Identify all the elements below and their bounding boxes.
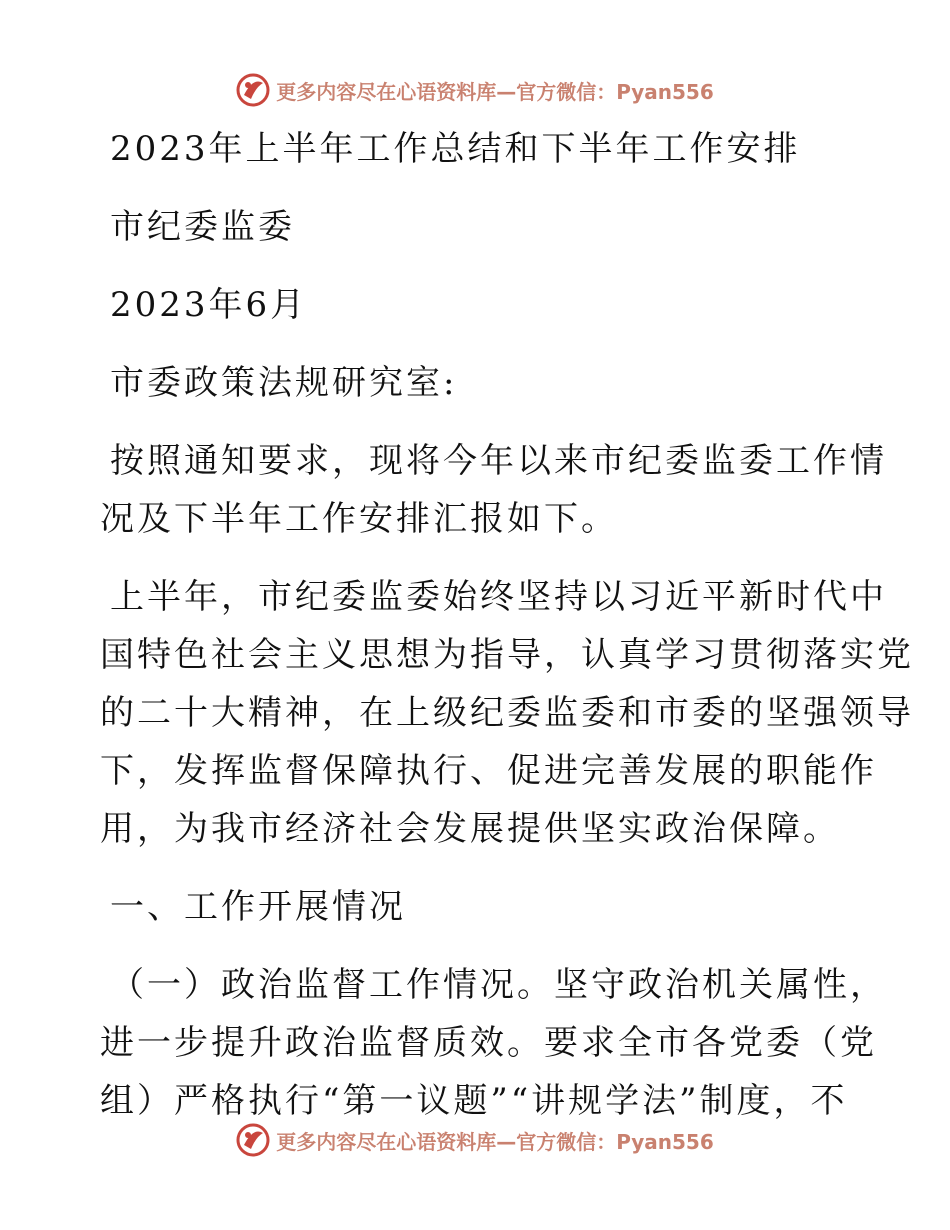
- paragraph-line: 的二十大精神，在上级纪委监委和市委的坚强领导: [100, 693, 914, 733]
- paragraph-line: 组）严格执行“第一议题”“讲规学法”制度，不: [100, 1081, 848, 1121]
- document-author: 市纪委监委: [110, 207, 295, 247]
- document-date: 2023年6月: [110, 285, 308, 325]
- document-title: 2023年上半年工作总结和下半年工作安排: [110, 129, 801, 169]
- intro-line: 按照通知要求，现将今年以来市纪委监委工作情: [110, 441, 887, 481]
- intro-paragraph: [100, 432, 887, 548]
- document-body: [100, 120, 914, 1130]
- watermark-banner-bottom: [0, 1120, 950, 1160]
- logo-icon: [236, 1123, 270, 1157]
- intro-line: 况及下半年工作安排汇报如下。: [100, 499, 618, 539]
- paragraph-line: 进一步提升政治监督质效。要求全市各党委（党: [100, 1023, 877, 1063]
- paragraph-line: 上半年，市纪委监委始终坚持以习近平新时代中: [110, 577, 887, 617]
- paragraph-2: [100, 956, 887, 1130]
- section-heading: 一、工作开展情况: [110, 887, 406, 927]
- watermark-text: 更多内容尽在心语资料库—官方微信：Pyan556: [276, 79, 714, 104]
- document-recipient: 市委政策法规研究室:: [110, 363, 458, 403]
- paragraph-line: 下，发挥监督保障执行、促进完善发展的职能作: [100, 751, 877, 791]
- paragraph-line: （一）政治监督工作情况。坚守政治机关属性，: [110, 965, 887, 1005]
- paragraph-line: 国特色社会主义思想为指导，认真学习贯彻落实党: [100, 635, 914, 675]
- paragraph-1: [100, 568, 914, 858]
- watermark-banner-top: [0, 70, 950, 110]
- watermark-text: 更多内容尽在心语资料库—官方微信：Pyan556: [276, 1129, 714, 1154]
- paragraph-line: 用，为我市经济社会发展提供坚实政治保障。: [100, 809, 840, 849]
- logo-icon: [236, 73, 270, 107]
